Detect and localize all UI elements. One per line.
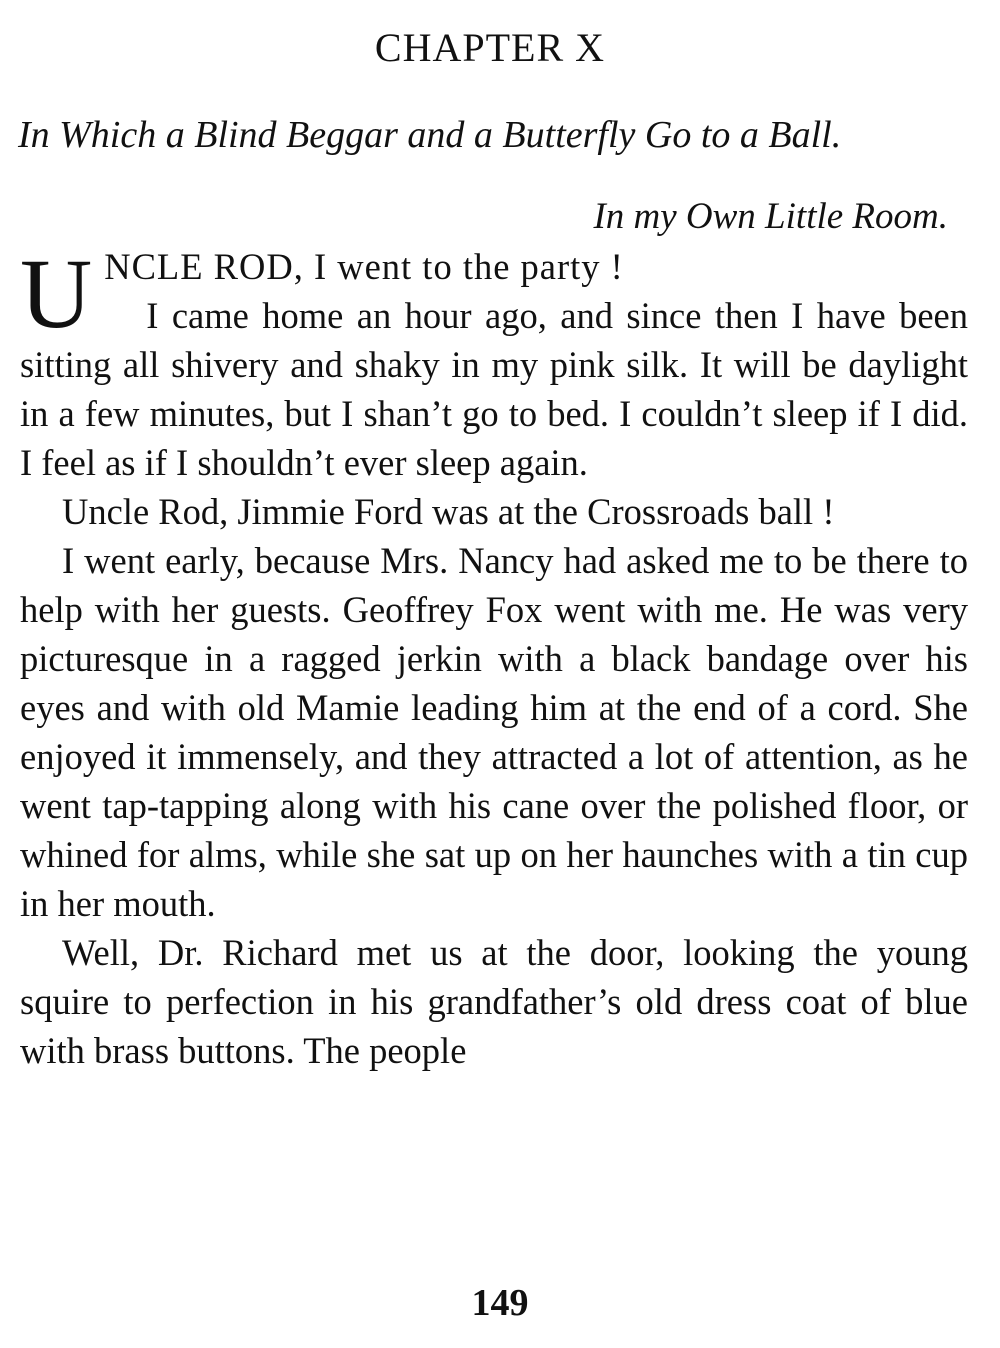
page-number: 149: [471, 1282, 529, 1324]
letter-body: [20, 238, 968, 1075]
paragraph: Well, Dr. Richard met us at the door, looking the young squire to perfection in his grandfather’s old dress coat of blue with brass buttons. The people: [20, 932, 968, 1071]
paragraph: I came home an hour ago, and since then I have been sitting all shivery and shaky in my pink silk. It will be daylight in a few minutes, but I shan’t go to bed. I couldn’t sleep if I did. I feel as if I shouldn’t ever sleep again.: [20, 295, 968, 483]
opening-paragraph: [20, 238, 968, 349]
chapter-subtitle: In Which a Blind Beggar and a Butterfly Go to a Ball.: [18, 114, 842, 156]
paragraph: Uncle Rod, Jimmie Ford was at the Crossroads ball !: [62, 491, 835, 532]
opening-line: NCLE ROD, I went to the party !: [104, 246, 624, 287]
chapter-title: CHAPTER X: [374, 25, 606, 70]
paragraph: I went early, because Mrs. Nancy had asked me to be there to help with her guests. Geoffrey Fox went with me. He was very picturesque in a ragged jerkin with a black bandage over his eyes and with old Mamie leading him at the end of a cord. She enjoyed it immensely, and they attracted a lot of attention, as he went tap-tapping along with his cane over the polished floor, or whined for alms, while she sat up on her haunches with a tin cup in her mouth.: [20, 540, 968, 924]
drop-cap: U: [20, 238, 93, 349]
letter-dateline: In my Own Little Room.: [593, 196, 948, 237]
